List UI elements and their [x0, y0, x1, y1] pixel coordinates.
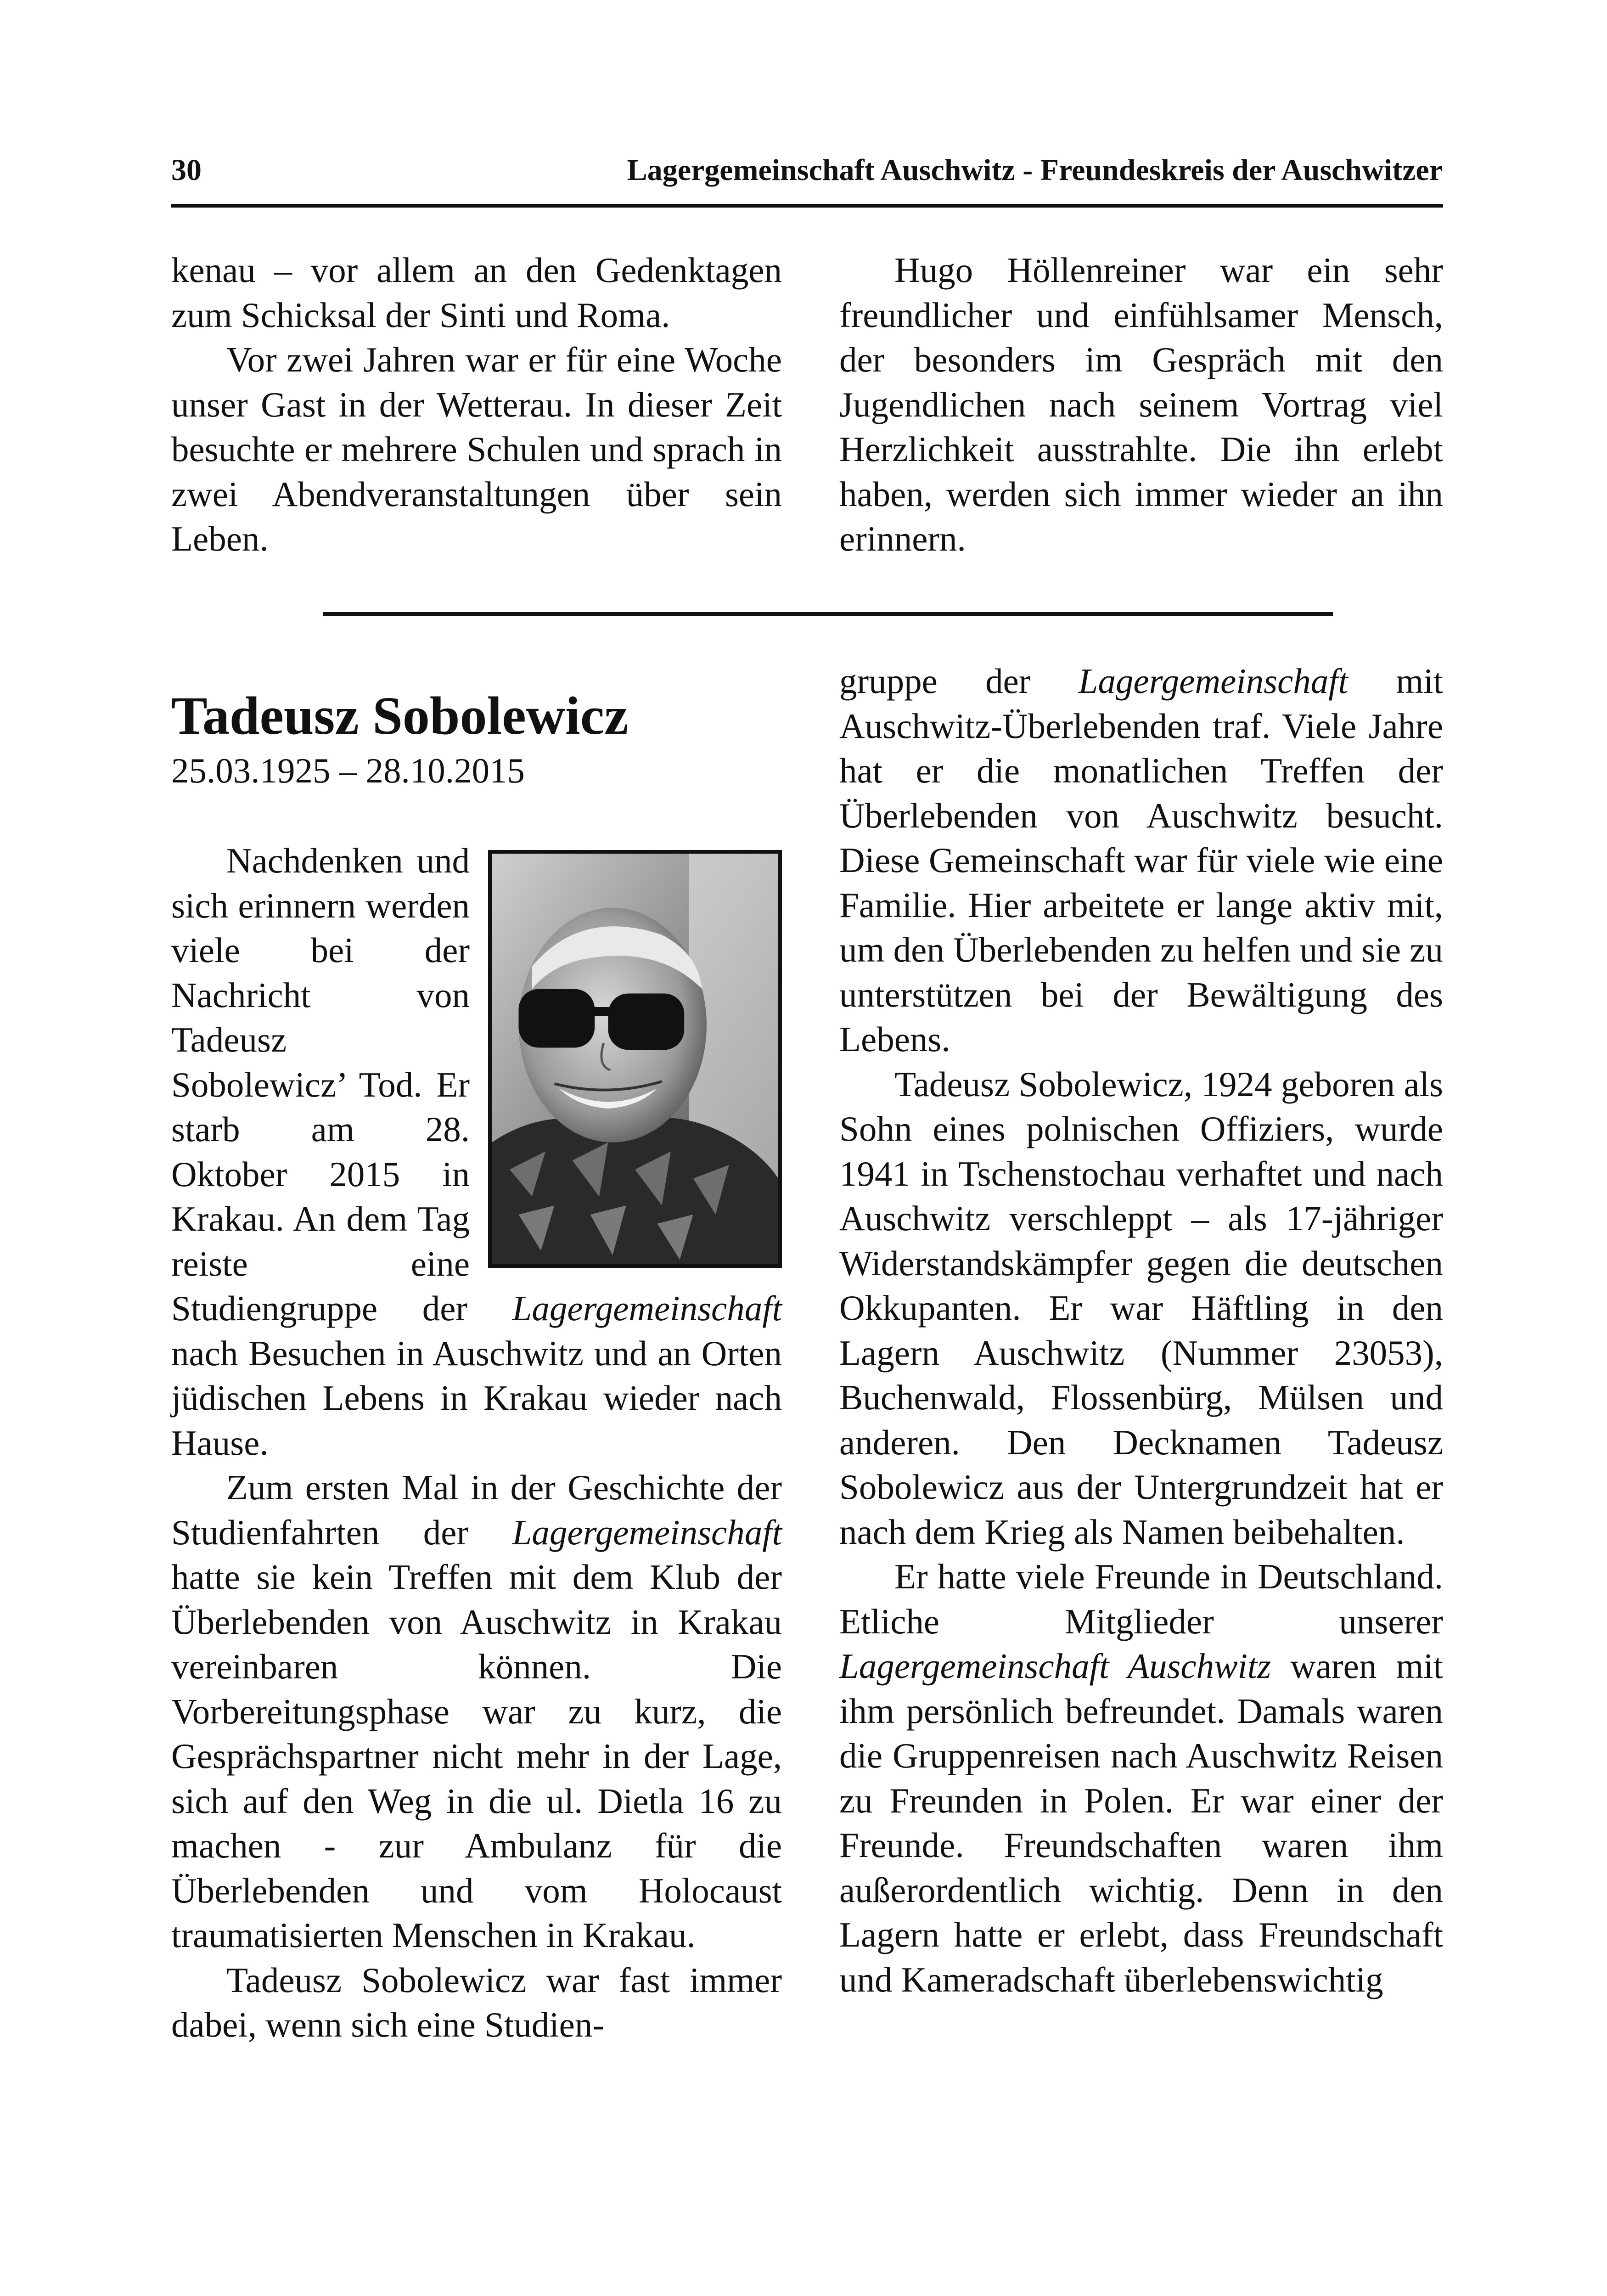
paragraph: Tadeusz Sobolewicz war fast immer dabei, wenn sich eine Studien- [171, 1960, 782, 2044]
header-rule [171, 204, 1443, 208]
paragraph: Nachdenken und sich erinnern werden viele bei der Nachricht von Tadeusz Sobolewicz’ Tod. Er starb am 28. Oktober 2015 in Krakau. An dem Tag reiste eine Studiengruppe der Lagergemeinschaft nach Besuchen in Auschwitz und an Orten jüdischen Lebens in Krakau wieder nach Hause. [171, 841, 782, 1463]
article-dates: 25.03.1925 – 28.10.2015 [171, 751, 525, 790]
top-right-column [839, 248, 1443, 562]
paragraph: Tadeusz Sobolewicz, 1924 geboren als Sohn eines polnischen Offiziers, wurde 1941 in Tschenstochau verhaftet und nach Auschwitz verschleppt – als 17-jähriger Widerstandskämpfer gegen die deutschen Okkupanten. Er war Häftling in den Lagern Auschwitz (Nummer 23053), Buchenwald, Flossenbürg, Mülsen und anderen. Den Decknamen Tadeusz Sobolewicz aus der Untergrundzeit hat er nach dem Krieg als Namen beibehalten. [839, 1064, 1443, 1552]
article-left-column [171, 838, 782, 2048]
paragraph: Vor zwei Jahren war er für eine Woche unser Gast in der Wetterau. In dieser Zeit besuchte er mehrere Schulen und sprach in zwei Abendveranstaltungen über sein Leben. [171, 340, 782, 558]
paragraph: gruppe der Lagergemeinschaft mit Auschwitz-Überlebenden traf. Viele Jahre hat er die monatlichen Treffen der Überlebenden von Auschwitz besucht. Diese Gemeinschaft war für viele wie eine Familie. Hier arbeitete er lange aktiv mit, um den Überlebenden zu helfen und sie zu unterstützen bei der Bewältigung des Lebens. [839, 661, 1444, 1059]
top-left-column [171, 248, 782, 562]
emphasis: Lagergemeinschaft [512, 1512, 782, 1552]
paragraph: Er hatte viele Freunde in Deutschland. Etliche Mitglieder unserer Lagergemeinschaft Auschwitz waren mit ihm persönlich befreundet. Damals waren die Gruppenreisen nach Auschwitz Reisen zu Freunden in Polen. Er war einer der Freunde. Freundschaften waren ihm außerordentlich wichtig. Denn in den Lagern hatte er erlebt, dass Freundschaft und Kameradschaft überlebenswichtig [839, 1557, 1443, 1999]
paragraph: Zum ersten Mal in der Geschichte der Studienfahrten der Lagergemeinschaft hatte sie kein Treffen mit dem Klub der Überlebenden von Auschwitz in Krakau vereinbaren können. Die Vorbereitungsphase war zu kurz, die Gesprächspartner nicht mehr in der Lage, sich auf den Weg in die ul. Dietla 16 zu machen - zur Ambulanz für die Überlebenden und vom Holocaust traumatisierten Menschen in Krakau. [171, 1468, 782, 1955]
running-header: Lagergemeinschaft Auschwitz - Freundeskreis der Auschwitzer [627, 153, 1443, 187]
article-title: Tadeusz Sobolewicz [171, 686, 629, 746]
paragraph: Hugo Höllenreiner war ein sehr freundlicher und einfühlsamer Mensch, der besonders im Gespräch mit den Jugendlichen nach seinem Vortrag viel Herzlichkeit ausstrahlte. Die ihn erlebt haben, werden sich immer wieder an ihn erinnern. [839, 250, 1443, 558]
page-number: 30 [171, 153, 202, 187]
portrait-image [492, 854, 778, 1264]
portrait-photo [488, 850, 782, 1268]
emphasis: Lagergemeinschaft Auschwitz [839, 1646, 1271, 1686]
emphasis: Lagergemeinschaft [1078, 661, 1349, 701]
paragraph: kenau – vor allem an den Gedenktagen zum Schicksal der Sinti und Roma. [171, 250, 782, 335]
article-right-column [839, 659, 1443, 2002]
section-divider [323, 612, 1333, 616]
emphasis: Lagergemeinschaft [512, 1289, 782, 1328]
